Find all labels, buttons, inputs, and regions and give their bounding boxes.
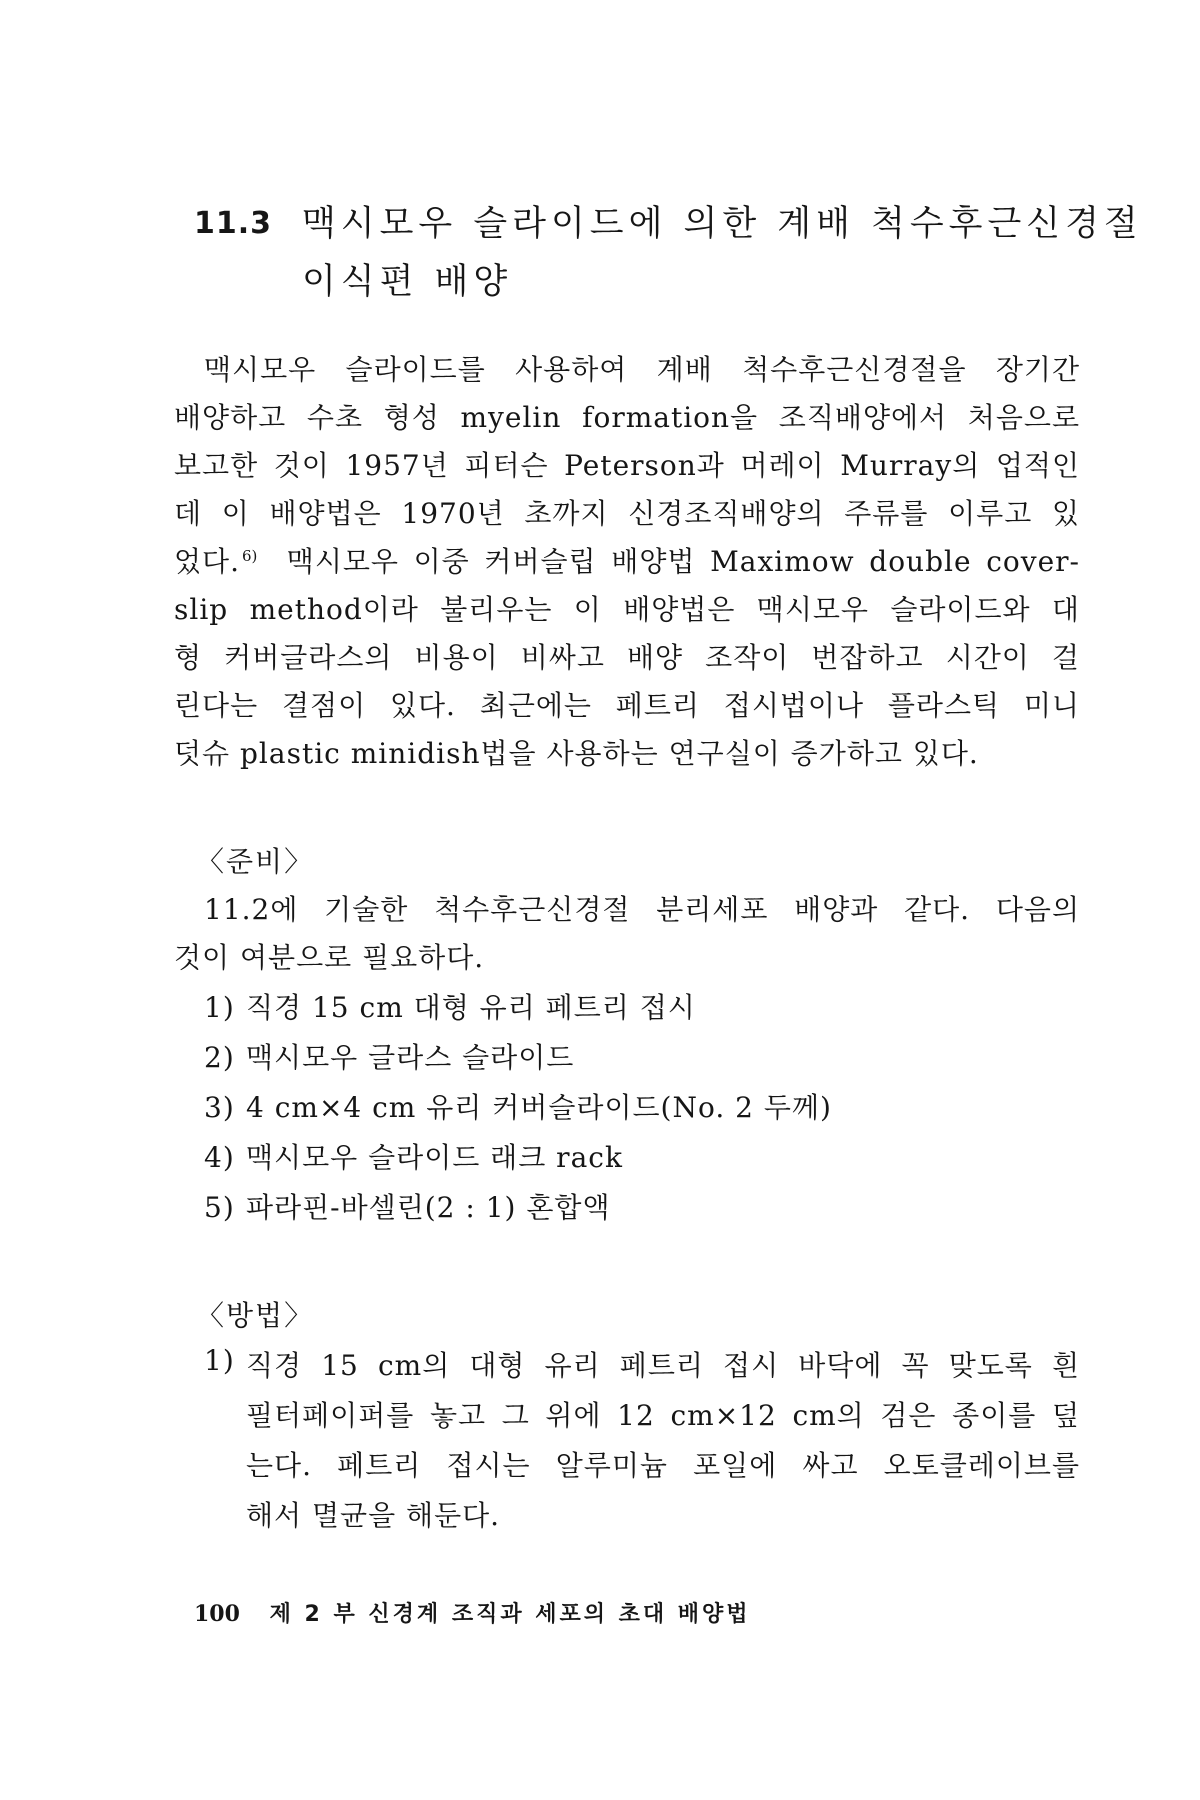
list-item <box>204 1186 611 1226</box>
list-item-text: 파라핀-바셀린(2 : 1) 혼합액 <box>246 1191 611 1224</box>
list-item <box>204 986 696 1026</box>
intro-line-start: 었다. <box>174 545 240 578</box>
list-item <box>204 1036 574 1076</box>
list-item-text: 맥시모우 슬라이드 래크 rack <box>246 1141 623 1174</box>
method-step-line: 는다. 페트리 접시는 알루미늄 포일에 싸고 오토클레이브를 <box>246 1449 1080 1482</box>
intro-line: 데 이 배양법은 1970년 초까지 신경조직배양의 주류를 이루고 있 <box>174 497 1080 530</box>
running-title: 제 2 부 신경계 조직과 세포의 초대 배양법 <box>269 1602 751 1627</box>
method-heading: 〈방법〉 <box>196 1299 315 1332</box>
list-item-text: 4 cm×4 cm 유리 커버슬라이드(No. 2 두께) <box>246 1091 832 1124</box>
list-item-text: 맥시모우 글라스 슬라이드 <box>246 1041 575 1074</box>
preparation-heading: 〈준비〉 <box>196 845 315 878</box>
preparation-line: 것이 여분으로 필요하다. <box>174 941 485 974</box>
list-item-number: 2) <box>204 1041 235 1074</box>
list-item <box>204 1136 623 1176</box>
list-item-number: 1) <box>204 991 235 1024</box>
page-footer <box>194 1597 751 1628</box>
intro-line: 형 커버글라스의 비용이 비싸고 배양 조작이 번잡하고 시간이 걸 <box>174 641 1080 674</box>
page-number: 100 <box>194 1601 240 1627</box>
intro-line: 맥시모우 슬라이드를 사용하여 계배 척수후근신경절을 장기간 <box>204 353 1080 386</box>
list-item-number: 4) <box>204 1141 235 1174</box>
method-step-line: 필터페이퍼를 놓고 그 위에 12 cm×12 cm의 검은 종이를 덮 <box>246 1399 1080 1432</box>
intro-line-rest: 맥시모우 이중 커버슬립 배양법 Maximow double cover- <box>286 545 1080 578</box>
intro-line: 린다는 결점이 있다. 최근에는 페트리 접시법이나 플라스틱 미니 <box>174 689 1080 722</box>
intro-line: slip method이라 불리우는 이 배양법은 맥시모우 슬라이드와 대 <box>174 593 1080 626</box>
method-step-number: 1) <box>204 1344 235 1377</box>
list-item-number: 5) <box>204 1191 235 1224</box>
section-title-line-1: 맥시모우 슬라이드에 의한 계배 척수후근신경절 <box>302 204 1143 244</box>
method-step-line: 직경 15 cm의 대형 유리 페트리 접시 바닥에 꼭 맞도록 흰 <box>246 1349 1080 1382</box>
list-item-number: 3) <box>204 1091 235 1124</box>
intro-line: 배양하고 수초 형성 myelin formation을 조직배양에서 처음으로 <box>174 401 1080 434</box>
list-item <box>204 1086 832 1126</box>
footnote-reference: 6) <box>242 546 258 565</box>
preparation-line: 11.2에 기술한 척수후근신경절 분리세포 배양과 같다. 다음의 <box>204 893 1080 926</box>
intro-line-with-footnote <box>174 540 1080 580</box>
list-item-text: 직경 15 cm 대형 유리 페트리 접시 <box>246 991 696 1024</box>
intro-line: 보고한 것이 1957년 피터슨 Peterson과 머레이 Murray의 업적인 <box>174 449 1080 482</box>
section-title-line-2: 이식편 배양 <box>302 262 513 302</box>
method-step-line: 해서 멸균을 해둔다. <box>246 1499 501 1532</box>
section-number: 11.3 <box>194 206 273 241</box>
intro-line: 덧슈 plastic minidish법을 사용하는 연구실이 증가하고 있다. <box>174 737 979 770</box>
